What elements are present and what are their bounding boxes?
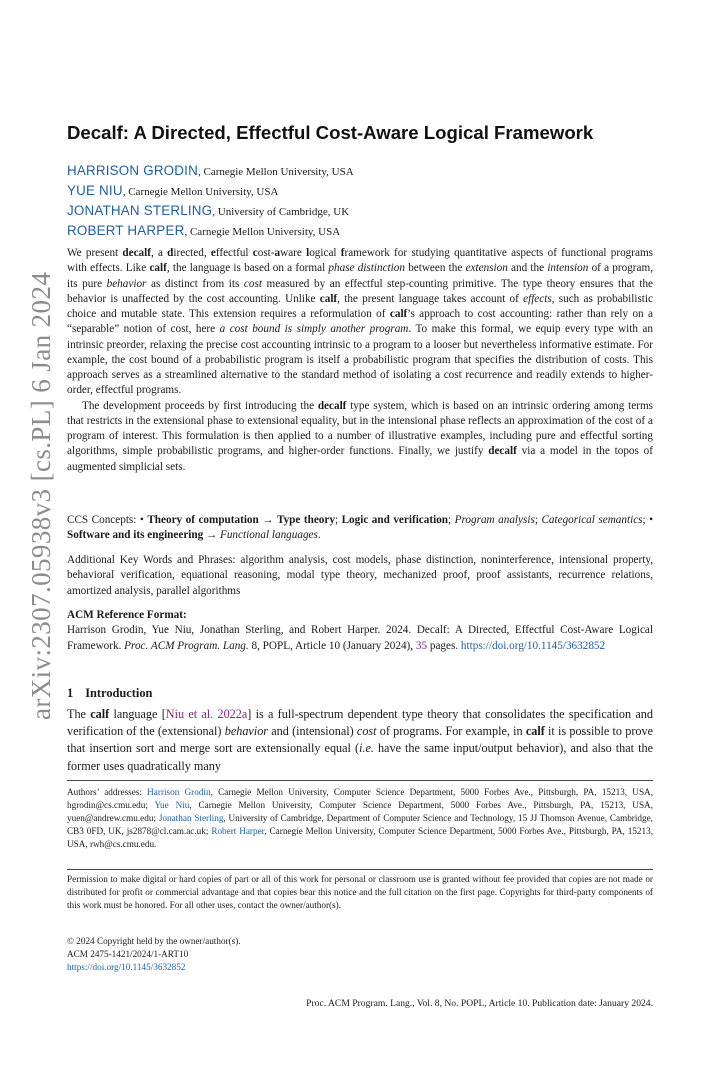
italic-term: behavior [224, 724, 269, 739]
hyperlink[interactable]: https://doi.org/10.1145/3632852 [460, 639, 606, 652]
bold-term: Software and its engineering [67, 529, 204, 542]
bold-term: Logic and verification [341, 514, 449, 526]
author-name[interactable]: ROBERT HARPER [67, 223, 185, 238]
hyperlink[interactable]: Yue Niu [154, 800, 190, 811]
bold-term: calf [525, 724, 545, 739]
author-name[interactable]: YUE NIU [67, 183, 123, 198]
author-affiliation: , Carnegie Mellon University, USA [197, 166, 354, 178]
italic-term: cost [356, 724, 377, 739]
author-entry [67, 221, 653, 241]
italic-term: extension [465, 262, 508, 275]
italic-term: Functional languages [220, 529, 318, 542]
ccs-concepts: CCS Concepts: • Theory of computation → Type theory; Logic and verification; Program analysis; Categorical semantics; • Software and its engineering → Functional languages. [67, 514, 654, 542]
hyperlink[interactable]: Robert Harper [211, 826, 265, 837]
section-heading-introduction [67, 686, 152, 701]
bold-term: decalf [317, 399, 347, 412]
bold-term: decalf [488, 445, 517, 458]
author-entry [67, 201, 653, 221]
copyright-notice: © 2024 Copyright held by the owner/author(s). [67, 936, 241, 946]
author-entry [67, 161, 653, 181]
bold-term: Theory of computation [147, 514, 259, 526]
abstract-paragraph-2: The development proceeds by first introducing the decalf type system, which is based on an intrinsic ordering among terms that restricts in the extensional phase to extensional equality, but in the intensional phase reflects an approximation of the cost of a program of interest. This formulation is then applied to a number of illustrative examples, including pure and effectful sorting algorithms, simple probabilistic programs, and higher-order functions. Finally, we justify decalf via a model in the topos of augmented simplicial sets. [67, 399, 653, 473]
italic-term: cost [243, 277, 262, 290]
abstract-paragraph-1: We present decalf, a directed, effectful cost-aware logical framework for studying quantitative aspects of functional programs with effects. Like calf, the language is based on a formal phase distinction between the extension and the intension of a program, its pure behavior as distinct from its cost measured by an effectful step-counting primitive. The type theory ensures that the behavior is unaffected by the cost accounting. Unlike calf, the present language takes account of effects, such as probabilistic choice and mutable state. This extension requires a reformulation of calf’s approach to cost accounting: rather than rely on a “separable” notion of cost, here a cost bound is simply another program. To make this formal, we equip every type with an intrinsic preorder, relaxing the precise cost accounting intrinsic to a program to a looser but nevertheless informative estimate. For example, the cost bound of a probabilistic program is itself a probabilistic program that specifies the distribution of costs. This approach serves as a streamlined alternative to the standard method of isolating a cost recurrence and readily extends to higher-order, effectful programs. [67, 247, 654, 397]
acm-reference-text: Harrison Grodin, Yue Niu, Jonathan Sterling, and Robert Harper. 2024. Decalf: A Directed, Effectful Cost-Aware Logical Framework. Proc. ACM Program. Lang. 8, POPL, Article 10 (January 2024), 35 pages. https://doi.org/10.1145/3632852 [67, 624, 653, 652]
footnote-divider [67, 780, 653, 781]
italic-term: behavior [106, 277, 147, 290]
italic-term: intension [547, 262, 589, 275]
bold-term: f [340, 247, 345, 259]
issn-line: ACM 2475-1421/2024/1-ART10 [67, 949, 189, 959]
bold-term: calf [90, 707, 110, 721]
author-affiliation: , University of Cambridge, UK [212, 206, 350, 218]
italic-term: i.e. [359, 741, 374, 756]
author-affiliation: , Carnegie Mellon University, USA [184, 226, 341, 238]
author-affiliation: , Carnegie Mellon University, USA [122, 186, 279, 198]
section-number: 1 [67, 686, 74, 700]
author-entry [67, 181, 653, 201]
citation-link[interactable]: 35 [415, 639, 428, 652]
doi-link[interactable]: https://doi.org/10.1145/3632852 [67, 962, 186, 972]
bold-term: decalf [122, 247, 151, 259]
hyperlink[interactable]: Jonathan Sterling [158, 813, 224, 824]
acm-reference-heading: ACM Reference Format: [67, 609, 187, 621]
italic-term: Program analysis [454, 514, 535, 526]
bold-term: d [167, 247, 174, 259]
author-name[interactable]: HARRISON GRODIN [67, 163, 198, 178]
arxiv-identifier: arXiv:2307.05938v3 [cs.PL] 6 Jan 2024 [26, 271, 56, 720]
bold-term: c [252, 247, 258, 259]
keywords: Additional Key Words and Phrases: algorithm analysis, cost models, phase distinction, noninterference, intensional property, behavioral verification, equational reasoning, modal type theory, mechanized proof, proof assistants, recurrence relations, amortized analysis, parallel algorithms [67, 554, 653, 597]
italic-term: Categorical semantics [541, 514, 643, 526]
italic-term: effects [523, 292, 552, 305]
bold-term: Type theory [276, 514, 335, 526]
bold-term: calf [149, 262, 167, 275]
italic-term: a cost bound is simply another program [219, 323, 409, 336]
italic-term: phase distinction [328, 262, 405, 275]
bold-term: e [210, 247, 216, 259]
section-title: Introduction [85, 686, 153, 700]
introduction-text: The calf language [Niu et al. 2022a] is a full-spectrum dependent type theory that consolidates the specification and verification of the (extensional) behavior and (intensional) cost of programs. For example, in calf it is possible to prove that insertion sort and merge sort are extensionally equal (i.e. have the same input/output behavior), and also that the former uses quadratically many [67, 707, 653, 773]
citation-link[interactable]: Niu et al. 2022a [165, 707, 248, 721]
italic-term: Proc. ACM Program. Lang. [124, 639, 249, 652]
author-name[interactable]: JONATHAN STERLING [67, 203, 213, 218]
bold-term: calf [319, 292, 338, 305]
bold-term: a [274, 247, 281, 259]
abstract [67, 246, 653, 475]
running-footer: Proc. ACM Program. Lang., Vol. 8, No. POPL, Article 10. Publication date: January 2024. [306, 998, 653, 1009]
paper-title: Decalf: A Directed, Effectful Cost-Aware Logical Framework [67, 122, 594, 143]
bold-term: calf [389, 308, 408, 320]
permission-notice: Permission to make digital or hard copies of part or all of this work for personal or classroom use is granted without fee provided that copies are not made or distributed for profit or commercial advantage and that copies bear this notice and the full citation on the first page. Copyrights for third-party components of this work must be honored. For all other uses, contact the owner/author(s). [67, 874, 653, 911]
acm-reference-format [67, 608, 653, 654]
bold-term: l [306, 247, 310, 259]
authors-addresses: Authors’ addresses: Harrison Grodin, Carnegie Mellon University, Computer Science Department, 5000 Forbes Ave., Pittsburgh, PA, 15213, USA, hgrodin@cs.cmu.edu; Yue Niu, Carnegie Mellon University, Computer Science Department, 5000 Forbes Ave., Pittsburgh, PA, 15213, USA, yuen@andrew.cmu.edu; Jonathan Sterling, University of Cambridge, Department of Computer Science and Technology, 15 JJ Thomson Avenue, Cambridge, CB3 0FD, UK, js2878@cl.cam.ac.uk; Robert Harper, Carnegie Mellon University, Computer Science Department, 5000 Forbes Ave., Pittsburgh, PA, 15213, USA, rwh@cs.cmu.edu. [67, 787, 654, 850]
hyperlink[interactable]: Harrison Grodin [147, 787, 211, 797]
permission-divider [67, 869, 653, 870]
author-list [67, 161, 653, 241]
